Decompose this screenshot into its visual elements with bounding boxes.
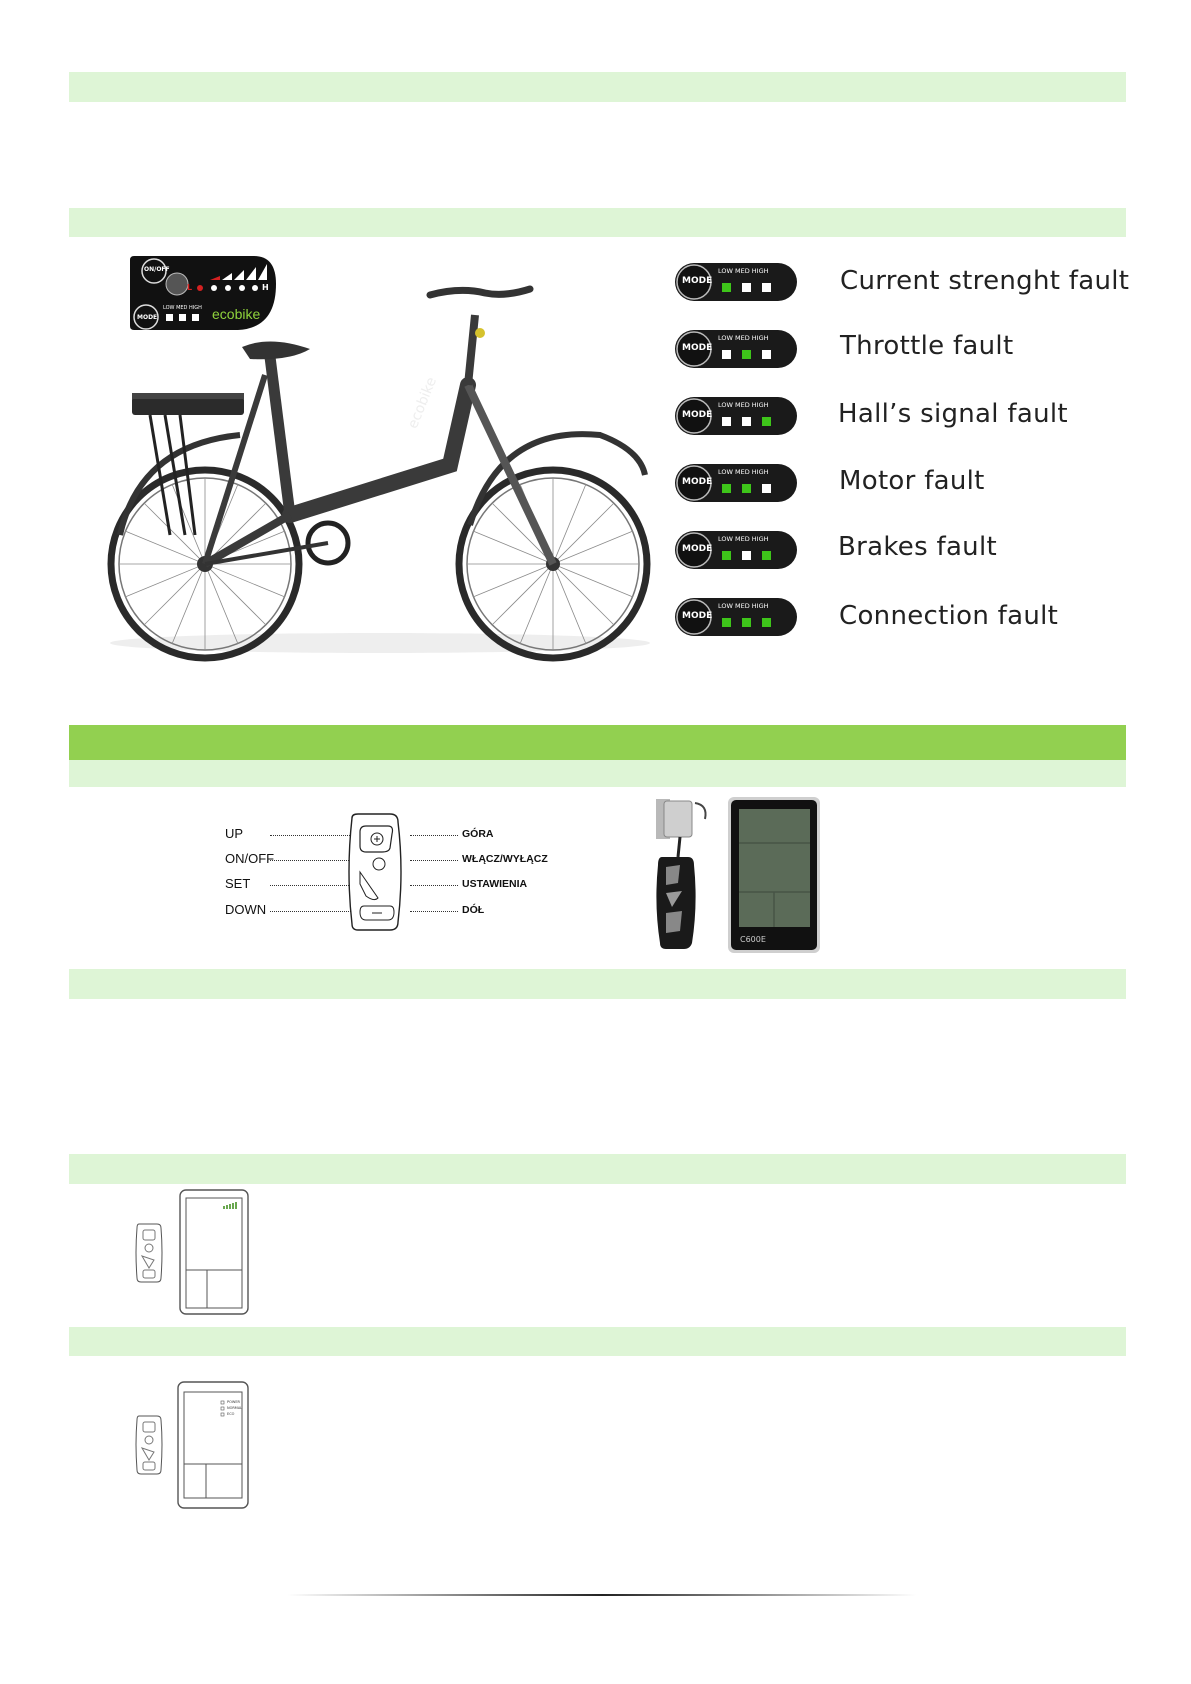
fault-label-hall-signal: Hall’s signal fault xyxy=(838,399,1068,429)
fault-levels-label: LOW MED HIGH xyxy=(718,267,769,275)
remote-label-gora: GÓRA xyxy=(462,828,494,840)
fault-code-list xyxy=(674,262,1130,642)
fault-levels-label: LOW MED HIGH xyxy=(718,535,769,543)
fault-row-connection xyxy=(674,597,1124,641)
panel-mode-label: MODE xyxy=(137,314,158,321)
mode-item-power: POWER xyxy=(227,1400,240,1404)
remote-label-up: UP xyxy=(225,826,244,841)
fault-label-connection: Connection fault xyxy=(839,601,1059,631)
section-header-band-1 xyxy=(69,72,1126,102)
fault-row-hall-signal xyxy=(674,396,1124,440)
fault-label-current-strength: Current strenght fault xyxy=(840,266,1130,296)
panel-low-label: L xyxy=(187,283,193,292)
fault-label-brakes: Brakes fault xyxy=(838,532,997,562)
mode-item-eco: ECO xyxy=(227,1412,235,1416)
display-model-label: C600E xyxy=(740,935,766,944)
remote-label-onoff: ON/OFF xyxy=(225,851,275,866)
fault-mode-label: MODE xyxy=(682,276,713,286)
remote-control-drawing xyxy=(344,812,406,932)
fault-mode-label: MODE xyxy=(682,611,713,621)
mode-item-normal: NORMAL xyxy=(227,1406,243,1410)
remote-control-diagram xyxy=(220,810,550,935)
remote-label-set: SET xyxy=(225,876,251,891)
screen-diagram-1 xyxy=(135,1188,255,1316)
fault-row-current-strength xyxy=(674,262,1130,306)
fault-levels-label: LOW MED HIGH xyxy=(718,468,769,476)
section-header-band-4 xyxy=(69,969,1126,999)
section-header-band-5 xyxy=(69,1154,1126,1184)
section-header-band-2 xyxy=(69,208,1126,237)
section-header-band-6 xyxy=(69,1327,1126,1356)
footer-divider xyxy=(288,1582,916,1585)
leader-line xyxy=(410,885,458,886)
remote-label-down: DOWN xyxy=(225,902,267,917)
fault-levels-label: LOW MED HIGH xyxy=(718,334,769,342)
leader-line xyxy=(410,860,458,861)
panel-levels-label: LOW MED HIGH xyxy=(163,305,202,311)
fault-row-throttle xyxy=(674,329,1124,373)
fault-row-brakes xyxy=(674,530,1124,574)
chapter-header-band xyxy=(69,725,1126,760)
remote-label-dol: DÓŁ xyxy=(462,904,485,916)
fault-levels-label: LOW MED HIGH xyxy=(718,602,769,610)
leader-line xyxy=(410,911,458,912)
fault-label-throttle: Throttle fault xyxy=(840,331,1014,361)
fault-row-motor xyxy=(674,463,1124,507)
leader-line xyxy=(410,835,458,836)
fault-levels-label: LOW MED HIGH xyxy=(718,401,769,409)
fault-mode-label: MODE xyxy=(682,343,713,353)
screen-diagram-2 xyxy=(135,1380,255,1510)
fault-mode-label: MODE xyxy=(682,477,713,487)
panel-onoff-label: ON/OFF xyxy=(144,266,170,273)
panel-brand-logo: ecobike xyxy=(212,306,261,322)
remote-photo xyxy=(650,795,825,955)
panel-high-label: H xyxy=(262,283,269,292)
fault-mode-label: MODE xyxy=(682,544,713,554)
remote-label-wlacz: WŁĄCZ/WYŁĄCZ xyxy=(462,853,548,865)
remote-and-display-photo xyxy=(650,795,825,955)
section-header-band-3 xyxy=(69,760,1126,787)
bike-frame-brand: ecobike xyxy=(405,375,441,431)
fault-label-motor: Motor fault xyxy=(839,466,985,496)
remote-label-ustawienia: USTAWIENIA xyxy=(462,878,528,890)
fault-mode-label: MODE xyxy=(682,410,713,420)
ecobike-bicycle-image xyxy=(100,275,665,665)
